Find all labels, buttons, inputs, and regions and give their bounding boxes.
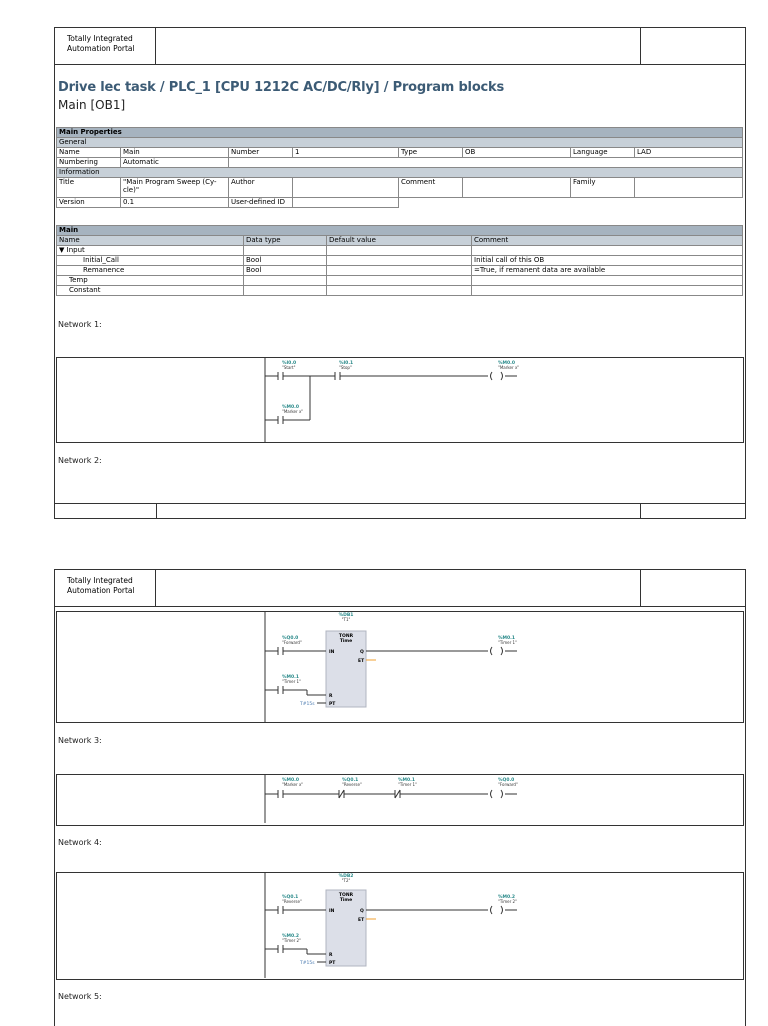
- n4-db-address: %DB2: [338, 874, 354, 879]
- title-value: [121, 178, 229, 198]
- empty-cell: [472, 246, 743, 256]
- n2-coil-address: %M0.1: [498, 636, 515, 641]
- author-value: [293, 178, 399, 198]
- n4-contact-timer-name: "Timer 2": [282, 938, 301, 943]
- row-type: Bool: [244, 266, 327, 276]
- language-value: LAD: [635, 148, 743, 158]
- family-value: [635, 178, 743, 198]
- block-properties-table: [56, 127, 743, 208]
- n2-block-type: TONR: [338, 634, 354, 639]
- tia-portal-logo-text: [55, 570, 156, 606]
- header-right-box: [640, 28, 745, 64]
- col-name-header: Name: [57, 236, 244, 246]
- title-value-line-2: cle)": [123, 186, 140, 194]
- block-title: Main [OB1]: [58, 98, 126, 112]
- network-3-ladder: [255, 774, 555, 826]
- interface-row: [57, 256, 743, 266]
- empty-cell: [472, 286, 743, 296]
- row-comment: =True, if remanent data are available: [472, 266, 743, 276]
- col-default-header: Default value: [327, 236, 472, 246]
- numbering-value: Automatic: [121, 158, 229, 168]
- family-label: Family: [571, 178, 635, 198]
- name-label: Name: [57, 148, 121, 158]
- comment-label: Comment: [399, 178, 463, 198]
- footer-right-box: [640, 504, 745, 518]
- interface-section-header: Main: [57, 226, 743, 236]
- empty-cell: [244, 246, 327, 256]
- footer-left-box: [55, 504, 157, 518]
- network-4-label: Network 4:: [58, 838, 102, 847]
- n3-coil-name: "Forward": [498, 782, 518, 787]
- row-name: Initial_Call: [57, 256, 244, 266]
- n2-db-name: "T1": [341, 617, 351, 622]
- n4-db-name: "T2": [341, 878, 351, 883]
- n1-coil-name: "Marker x": [498, 365, 520, 370]
- n1-contact-stop-name: "Stop": [339, 365, 352, 370]
- empty-cell: [327, 276, 472, 286]
- network-2-ladder: [255, 611, 555, 723]
- n4-contact-reverse-address: %Q0.1: [282, 895, 299, 900]
- network-5-label: Network 5:: [58, 992, 102, 1001]
- n2-pin-q: Q: [360, 650, 364, 655]
- n4-pin-et: ET: [358, 918, 365, 923]
- page-header: [55, 570, 745, 607]
- n4-block-type: TONR: [338, 893, 354, 898]
- empty-cell: [244, 276, 327, 286]
- n4-coil-name: "Timer 2": [498, 899, 517, 904]
- n4-pin-q: Q: [360, 909, 364, 914]
- header-line-1: Totally Integrated: [67, 576, 133, 585]
- n2-contact-forward-name: "Forward": [282, 640, 302, 645]
- n1-contact-start-name: "Start": [282, 365, 296, 370]
- n3-contact-marker-address: %M0.0: [282, 778, 299, 783]
- n2-contact-timer-name: "Timer 1": [282, 679, 301, 684]
- number-label: Number: [229, 148, 293, 158]
- version-value: 0.1: [121, 198, 229, 208]
- n1-coil-address: %M0.0: [498, 361, 515, 366]
- network-4-ladder: [255, 872, 555, 980]
- col-type-header: Data type: [244, 236, 327, 246]
- page-title: Drive lec task / PLC_1 [CPU 1212C AC/DC/Rly] / Program blocks: [58, 80, 505, 95]
- n3-contact-marker-name: "Marker x": [282, 782, 304, 787]
- constant-label: Constant: [57, 286, 244, 296]
- n2-pin-et: ET: [358, 659, 365, 664]
- empty-cell: [327, 246, 472, 256]
- row-comment: Initial call of this OB: [472, 256, 743, 266]
- input-label: Input: [66, 246, 85, 254]
- row-type: Bool: [244, 256, 327, 266]
- n4-contact-reverse-name: "Reverse": [282, 899, 302, 904]
- header-line-2: Automation Portal: [67, 44, 135, 53]
- n1-contact-marker-name: "Marker x": [282, 409, 304, 414]
- n3-contact-reverse-address: %Q0.1: [342, 778, 359, 783]
- n2-pin-pt: PT: [329, 702, 336, 707]
- page-header: [55, 28, 745, 65]
- n4-contact-timer-address: %M0.2: [282, 934, 299, 939]
- n1-contact-stop-address: %I0.1: [339, 361, 354, 366]
- language-label: Language: [571, 148, 635, 158]
- title-label: Title: [57, 178, 121, 198]
- temp-label: Temp: [57, 276, 244, 286]
- n2-db-address: %DB1: [338, 613, 354, 618]
- empty-cell: [472, 276, 743, 286]
- numbering-label: Numbering: [57, 158, 121, 168]
- number-value: 1: [293, 148, 399, 158]
- version-label: Version: [57, 198, 121, 208]
- network-1-label: Network 1:: [58, 320, 102, 329]
- interface-row: [57, 266, 743, 276]
- n3-contact-timer-address: %M0.1: [398, 778, 415, 783]
- n4-coil-address: %M0.2: [498, 895, 515, 900]
- network-3-label: Network 3:: [58, 736, 102, 745]
- information-section-header: Information: [57, 168, 743, 178]
- n2-coil-name: "Timer 1": [498, 640, 517, 645]
- empty-cell: [244, 286, 327, 296]
- n2-block-subtype: Time: [339, 639, 353, 644]
- collapse-triangle-icon: ▼: [59, 246, 65, 254]
- empty-cell: [229, 158, 743, 168]
- n2-pin-in: IN: [329, 650, 335, 655]
- n2-contact-timer-address: %M0.1: [282, 675, 299, 680]
- n1-contact-start-address: %I0.0: [282, 361, 297, 366]
- n4-pin-r: R: [329, 953, 333, 958]
- header-line-2: Automation Portal: [67, 586, 135, 595]
- n3-contact-timer-name: "Timer 1": [398, 782, 417, 787]
- network-1-ladder: [255, 357, 555, 447]
- network-2-label: Network 2:: [58, 456, 102, 465]
- empty-cell: [327, 286, 472, 296]
- n3-coil-address: %Q0.0: [498, 778, 515, 783]
- n2-pin-r: R: [329, 694, 333, 699]
- n4-pin-pt: PT: [329, 961, 336, 966]
- title-value-line-1: "Main Program Sweep (Cy-: [123, 178, 217, 186]
- page-footer: [55, 503, 745, 518]
- report-page-2: [54, 569, 746, 1026]
- n3-contact-reverse-name: "Reverse": [342, 782, 362, 787]
- user-id-value: [293, 198, 399, 208]
- user-id-label: User-defined ID: [229, 198, 293, 208]
- tia-portal-logo-text: [55, 28, 156, 64]
- name-value: Main: [121, 148, 229, 158]
- row-default: [327, 266, 472, 276]
- row-default: [327, 256, 472, 266]
- col-comment-header: Comment: [472, 236, 743, 246]
- comment-value: [463, 178, 571, 198]
- n4-pt-value: T#15s: [300, 961, 315, 966]
- header-right-box: [640, 570, 745, 606]
- type-value: OB: [463, 148, 571, 158]
- general-section-header: General: [57, 138, 743, 148]
- block-interface-table: [56, 225, 743, 296]
- header-line-1: Totally Integrated: [67, 34, 133, 43]
- n2-pt-value: T#15s: [300, 702, 315, 707]
- main-properties-header: Main Properties: [57, 128, 743, 138]
- n1-contact-marker-address: %M0.0: [282, 405, 299, 410]
- n4-block-subtype: Time: [339, 898, 353, 903]
- empty-cell: [399, 198, 743, 208]
- author-label: Author: [229, 178, 293, 198]
- row-name: Remanence: [57, 266, 244, 276]
- n4-pin-in: IN: [329, 909, 335, 914]
- report-page-1: [54, 27, 746, 519]
- type-label: Type: [399, 148, 463, 158]
- n2-contact-forward-address: %Q0.0: [282, 636, 299, 641]
- input-section-row: [57, 246, 244, 256]
